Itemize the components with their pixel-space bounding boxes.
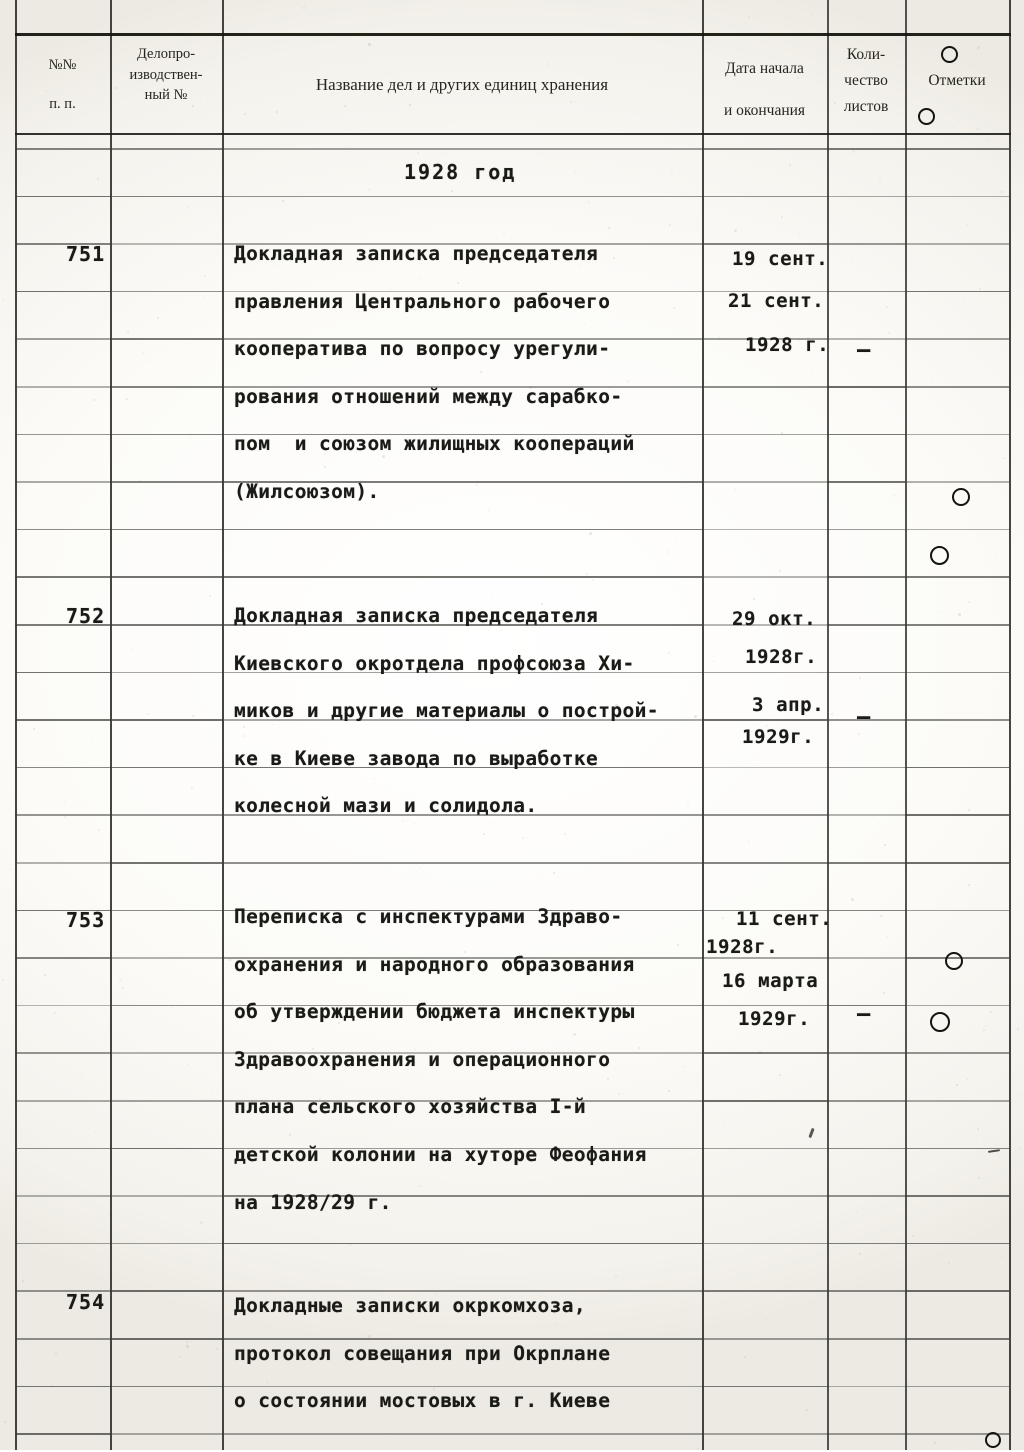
ruled-line bbox=[110, 1386, 222, 1388]
ruled-line bbox=[15, 1243, 110, 1245]
ruled-line bbox=[905, 672, 1009, 674]
ruled-line bbox=[15, 434, 110, 436]
ruled-line bbox=[15, 481, 110, 483]
column-header-notes bbox=[905, 70, 1009, 92]
entry-date-line: 16 марта bbox=[722, 970, 819, 992]
ruled-line bbox=[15, 957, 110, 959]
ruled-line bbox=[110, 1005, 222, 1007]
ruled-line bbox=[15, 672, 110, 674]
ruled-line bbox=[702, 529, 827, 531]
ruled-line bbox=[110, 910, 222, 912]
ruled-line bbox=[827, 1433, 905, 1435]
ruled-line bbox=[905, 529, 1009, 531]
ruled-line bbox=[827, 862, 905, 864]
entry-title-line: правления Центрального рабочего bbox=[234, 289, 611, 313]
ruled-line bbox=[702, 1386, 827, 1388]
ruled-line bbox=[222, 1386, 702, 1388]
column-rule-left-margin bbox=[15, 0, 17, 1450]
column-header-dates bbox=[702, 58, 827, 122]
ruled-line bbox=[110, 576, 222, 578]
ruled-line bbox=[110, 814, 222, 816]
entry-sequence-number: 753 bbox=[66, 908, 106, 932]
ruled-line bbox=[905, 196, 1009, 198]
ruled-line bbox=[15, 1100, 110, 1102]
ruled-line bbox=[905, 624, 1009, 626]
ruled-line bbox=[827, 1195, 905, 1197]
notes-circle-mark-row753-b bbox=[930, 1012, 950, 1032]
entry-date-line: 1928 г. bbox=[745, 334, 830, 356]
ruled-line bbox=[110, 386, 222, 388]
ruled-line bbox=[702, 1243, 827, 1245]
ruled-line bbox=[905, 1148, 1009, 1150]
ruled-line bbox=[110, 1195, 222, 1197]
ruled-line bbox=[15, 1433, 110, 1435]
ruled-line bbox=[827, 1052, 905, 1054]
ruled-line bbox=[702, 243, 827, 245]
ruled-line bbox=[222, 576, 702, 578]
column-rule-right-margin bbox=[1009, 0, 1011, 1450]
ruled-line bbox=[222, 1290, 702, 1292]
notes-circle-mark-bottom bbox=[985, 1432, 1001, 1448]
ruled-line bbox=[827, 767, 905, 769]
column-header-office-line3: ный № bbox=[144, 87, 188, 104]
entry-title-line: миков и другие материалы о построй- bbox=[234, 699, 659, 723]
ruled-line bbox=[110, 243, 222, 245]
ruled-line bbox=[905, 1338, 1009, 1340]
ruled-line bbox=[827, 1148, 905, 1150]
ruled-line bbox=[827, 576, 905, 578]
entry-sequence-number: 754 bbox=[66, 1290, 106, 1314]
entry-date-line: 29 окт. bbox=[732, 608, 817, 630]
entry-title-line: о состоянии мостовых в г. Киеве bbox=[234, 1389, 611, 1413]
ruled-line bbox=[15, 291, 110, 293]
entry-title-line: Переписка с инспектурами Здраво- bbox=[234, 905, 623, 928]
ruled-line bbox=[905, 386, 1009, 388]
ruled-line bbox=[827, 672, 905, 674]
entry-title-line: пом и союзом жилищных коопераций bbox=[234, 432, 635, 456]
column-header-seq bbox=[15, 55, 110, 114]
ruled-line bbox=[702, 1290, 827, 1292]
ruled-line bbox=[905, 291, 1009, 293]
ruled-line bbox=[702, 1433, 827, 1435]
ruled-line bbox=[702, 434, 827, 436]
header-bottom-border bbox=[15, 133, 1011, 135]
ruled-line bbox=[15, 1195, 110, 1197]
ruled-line bbox=[827, 529, 905, 531]
entry-title-line: детской колонии на хуторе Феофания bbox=[234, 1143, 647, 1166]
column-rule-dates bbox=[827, 0, 829, 1450]
ruled-line bbox=[110, 862, 222, 864]
entry-sequence-number: 752 bbox=[66, 604, 106, 628]
column-header-sheets-line1: Коли- bbox=[846, 46, 886, 63]
ruled-line bbox=[702, 767, 827, 769]
column-header-office bbox=[110, 44, 222, 106]
entry-title-line: рования отношений между сарабко- bbox=[234, 384, 623, 408]
ruled-line bbox=[110, 1052, 222, 1054]
ruled-line bbox=[905, 338, 1009, 340]
entry-date-line: 1928г. bbox=[706, 936, 779, 958]
column-header-sheets-line3: листов bbox=[843, 98, 889, 115]
ruled-line bbox=[702, 1005, 827, 1007]
ruled-line bbox=[905, 148, 1009, 150]
ruled-line bbox=[702, 196, 827, 198]
entry-title-line: Киевского окротдела профсоюза Хи- bbox=[234, 651, 635, 675]
entry-sheet-count: — bbox=[857, 338, 871, 363]
ruled-line bbox=[702, 1052, 827, 1054]
ruled-line bbox=[15, 1338, 110, 1340]
column-header-seq-line1: №№ bbox=[48, 57, 77, 73]
ruled-line bbox=[702, 1100, 827, 1102]
notes-circle-mark-row751-a bbox=[952, 488, 970, 506]
notes-header-circle-mark-bottom bbox=[918, 108, 935, 125]
entry-sheet-count: — bbox=[857, 1002, 871, 1027]
ruled-line bbox=[110, 957, 222, 959]
yearhdr: 1928 год bbox=[404, 160, 517, 184]
ruled-line bbox=[110, 291, 222, 293]
ruled-line bbox=[15, 1052, 110, 1054]
entry-date-line: 21 сент. bbox=[728, 290, 825, 312]
ruled-line bbox=[827, 1290, 905, 1292]
ruled-line bbox=[827, 910, 905, 912]
entry-title-line: охранения и народного образования bbox=[234, 952, 635, 976]
column-header-notes-line1: Отметки bbox=[928, 72, 986, 89]
ruled-line bbox=[110, 624, 222, 626]
column-header-office-line2: изводствен- bbox=[129, 66, 203, 83]
ruled-line bbox=[702, 1195, 827, 1197]
ruled-line bbox=[110, 196, 222, 198]
entry-title-line: на 1928/29 г. bbox=[234, 1190, 392, 1214]
ruled-line bbox=[110, 1100, 222, 1102]
ruled-line bbox=[827, 814, 905, 816]
entry-title-line: плана сельского хозяйства I-й bbox=[234, 1095, 587, 1119]
ruled-line bbox=[222, 196, 702, 198]
ruled-line bbox=[702, 576, 827, 578]
ruled-line bbox=[110, 338, 222, 340]
ruled-line bbox=[110, 767, 222, 769]
notes-circle-mark-row751-b bbox=[930, 546, 949, 565]
ruled-line bbox=[905, 1100, 1009, 1102]
ruled-line bbox=[702, 1338, 827, 1340]
entry-date-line: 1928г. bbox=[745, 646, 818, 668]
ruled-line bbox=[15, 529, 110, 531]
entry-title-line: Докладная записка председателя bbox=[234, 604, 599, 627]
ruled-line bbox=[15, 338, 110, 340]
ruled-line bbox=[827, 1338, 905, 1340]
ruled-line bbox=[827, 196, 905, 198]
ruled-line bbox=[905, 767, 1009, 769]
ruled-line bbox=[110, 1290, 222, 1292]
ruled-line bbox=[222, 1243, 702, 1245]
entry-date-line: 1929г. bbox=[738, 1008, 811, 1030]
ruled-line bbox=[222, 862, 702, 864]
ruled-line bbox=[702, 386, 827, 388]
ruled-line bbox=[905, 1386, 1009, 1388]
ruled-line bbox=[15, 767, 110, 769]
ruled-line bbox=[905, 434, 1009, 436]
ink-stray-mark-a bbox=[808, 1128, 814, 1138]
ruled-line bbox=[827, 291, 905, 293]
ruled-line bbox=[15, 1386, 110, 1388]
column-header-sheets-line2: чество bbox=[844, 72, 888, 89]
ruled-line bbox=[905, 719, 1009, 721]
ruled-line bbox=[827, 481, 905, 483]
ruled-line bbox=[827, 386, 905, 388]
ruled-line bbox=[827, 624, 905, 626]
ruled-line bbox=[827, 243, 905, 245]
entry-sequence-number: 751 bbox=[66, 242, 106, 266]
ruled-line bbox=[827, 1100, 905, 1102]
ruled-line bbox=[110, 481, 222, 483]
ruled-line bbox=[905, 1290, 1009, 1292]
entry-title-line: ке в Киеве завода по выработке bbox=[234, 746, 599, 770]
ink-stray-mark-b bbox=[988, 1149, 1000, 1153]
entry-date-line: 1929г. bbox=[742, 726, 815, 748]
entry-title-line: кооператива по вопросу урегули- bbox=[234, 337, 611, 361]
ruled-line bbox=[110, 434, 222, 436]
column-rule-office bbox=[222, 0, 224, 1450]
ruled-line bbox=[15, 386, 110, 388]
ruled-line bbox=[15, 1148, 110, 1150]
ruled-line bbox=[702, 719, 827, 721]
ruled-line bbox=[15, 862, 110, 864]
ruled-line bbox=[905, 1052, 1009, 1054]
entry-date-line: 3 апр. bbox=[752, 694, 825, 716]
ruled-line bbox=[110, 529, 222, 531]
ruled-line bbox=[15, 196, 110, 198]
column-header-title-line1: Название дел и других единиц хранения bbox=[315, 75, 609, 94]
ruled-line bbox=[827, 148, 905, 150]
ruled-line bbox=[905, 576, 1009, 578]
ruled-line bbox=[110, 1338, 222, 1340]
ruled-line bbox=[110, 672, 222, 674]
entry-title-line: Докладные записки окркомхоза, bbox=[234, 1294, 587, 1317]
column-header-sheets bbox=[827, 44, 905, 118]
ruled-line bbox=[110, 1243, 222, 1245]
entry-title-line: протокол совещания при Окрплане bbox=[234, 1341, 611, 1365]
column-header-title bbox=[222, 73, 702, 97]
entry-title-line: Здравоохранения и операционного bbox=[234, 1047, 611, 1071]
ruled-line bbox=[222, 1338, 702, 1340]
ruled-line bbox=[905, 481, 1009, 483]
ruled-line bbox=[827, 434, 905, 436]
ruled-line bbox=[702, 862, 827, 864]
ruled-line bbox=[827, 957, 905, 959]
column-rule-title bbox=[702, 0, 704, 1450]
notes-header-circle-mark-top bbox=[941, 46, 958, 63]
entry-sheet-count: — bbox=[857, 705, 871, 730]
column-header-office-line1: Делопро- bbox=[136, 46, 196, 62]
entry-title-line: (Жилсоюзом). bbox=[234, 480, 380, 503]
ruled-line bbox=[905, 862, 1009, 864]
ruled-line bbox=[905, 1005, 1009, 1007]
entry-title-line: колесной мази и солидола. bbox=[234, 794, 538, 818]
ruled-line bbox=[110, 1148, 222, 1150]
entry-title-line: об утверждении бюджета инспектуры bbox=[234, 1000, 635, 1024]
column-header-seq-line2: п. п. bbox=[49, 95, 76, 112]
entry-date-line: 19 сент. bbox=[732, 248, 829, 270]
column-rule-sheets bbox=[905, 0, 907, 1450]
notes-circle-mark-row753-a bbox=[945, 952, 963, 970]
ruled-line bbox=[827, 1386, 905, 1388]
ruled-line bbox=[15, 1005, 110, 1007]
ruled-line bbox=[15, 576, 110, 578]
ruled-line bbox=[15, 148, 110, 150]
column-header-dates-line2: и окончания bbox=[723, 102, 806, 119]
column-header-dates-line1: Дата начала bbox=[725, 60, 804, 77]
ruled-line bbox=[222, 1433, 702, 1435]
ruled-line bbox=[110, 148, 222, 150]
ruled-line bbox=[110, 1433, 222, 1435]
ruled-line bbox=[702, 1148, 827, 1150]
ruled-line bbox=[702, 672, 827, 674]
ruled-line bbox=[702, 148, 827, 150]
ruled-line bbox=[905, 814, 1009, 816]
ruled-line bbox=[702, 481, 827, 483]
ruled-line bbox=[905, 910, 1009, 912]
ruled-line bbox=[15, 814, 110, 816]
ruled-line bbox=[110, 719, 222, 721]
entry-date-line: 11 сент. bbox=[736, 908, 833, 930]
header-top-border bbox=[15, 33, 1011, 36]
ruled-line bbox=[827, 1243, 905, 1245]
ruled-line bbox=[222, 529, 702, 531]
ruled-line bbox=[222, 148, 702, 150]
ruled-line bbox=[905, 1243, 1009, 1245]
column-rule-seq bbox=[110, 0, 112, 1450]
entry-title-line: Докладная записка председателя bbox=[234, 242, 599, 265]
ruled-line bbox=[702, 814, 827, 816]
ruled-line bbox=[905, 243, 1009, 245]
ruled-line bbox=[905, 1195, 1009, 1197]
ruled-line bbox=[15, 719, 110, 721]
